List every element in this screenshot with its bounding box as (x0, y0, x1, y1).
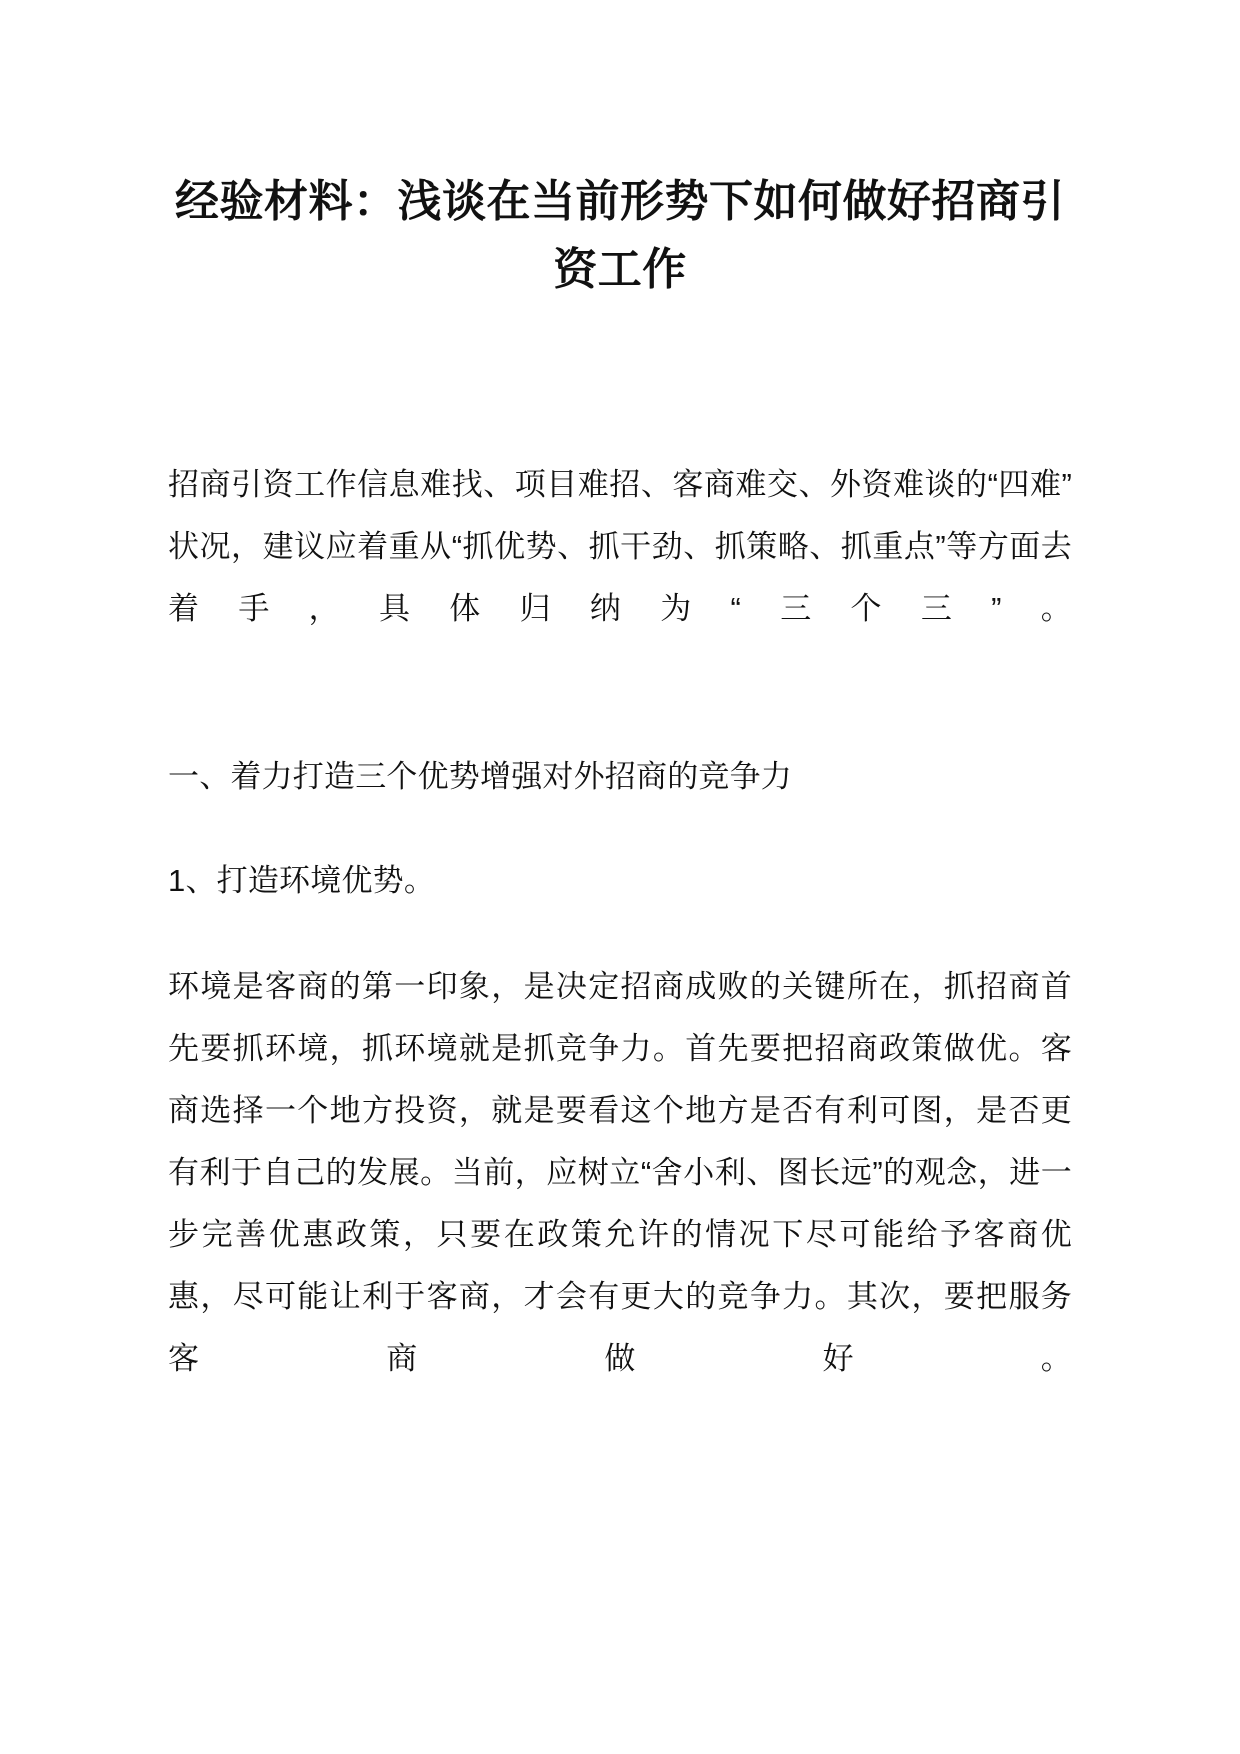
page-title: 经验材料：浅谈在当前形势下如何做好招商引资工作 (175, 177, 1065, 295)
section-heading-1: 一、着力打造三个优势增强对外招商的竞争力 (168, 759, 792, 795)
document-body (168, 454, 1072, 1452)
body-paragraph-1: 环境是客商的第一印象，是决定招商成败的关键所在，抓招商首先要抓环境，抓环境就是抓竞争力。首先要把招商政策做优。客商选择一个地方投资，就是要看这个地方是否有利可图，是否更有利于自己的发展。当前，应树立“舍小利、图长远”的观念，进一步完善优惠政策，只要在政策允许的情况下尽可能给予客商优惠，尽可能让利于客商，才会有更大的竞争力。其次，要把服务客商做好。 (168, 969, 1072, 1377)
sub-heading-1: 1、打造环境优势。 (168, 863, 436, 899)
title-body-spacer (168, 304, 1072, 454)
lead-paragraph: 招商引资工作信息难找、项目难招、客商难交、外资难谈的“四难”状况，建议应着重从“抓优势、抓干劲、抓策略、抓重点”等方面去着手，具体归纳为“三个三”。 (168, 467, 1072, 627)
